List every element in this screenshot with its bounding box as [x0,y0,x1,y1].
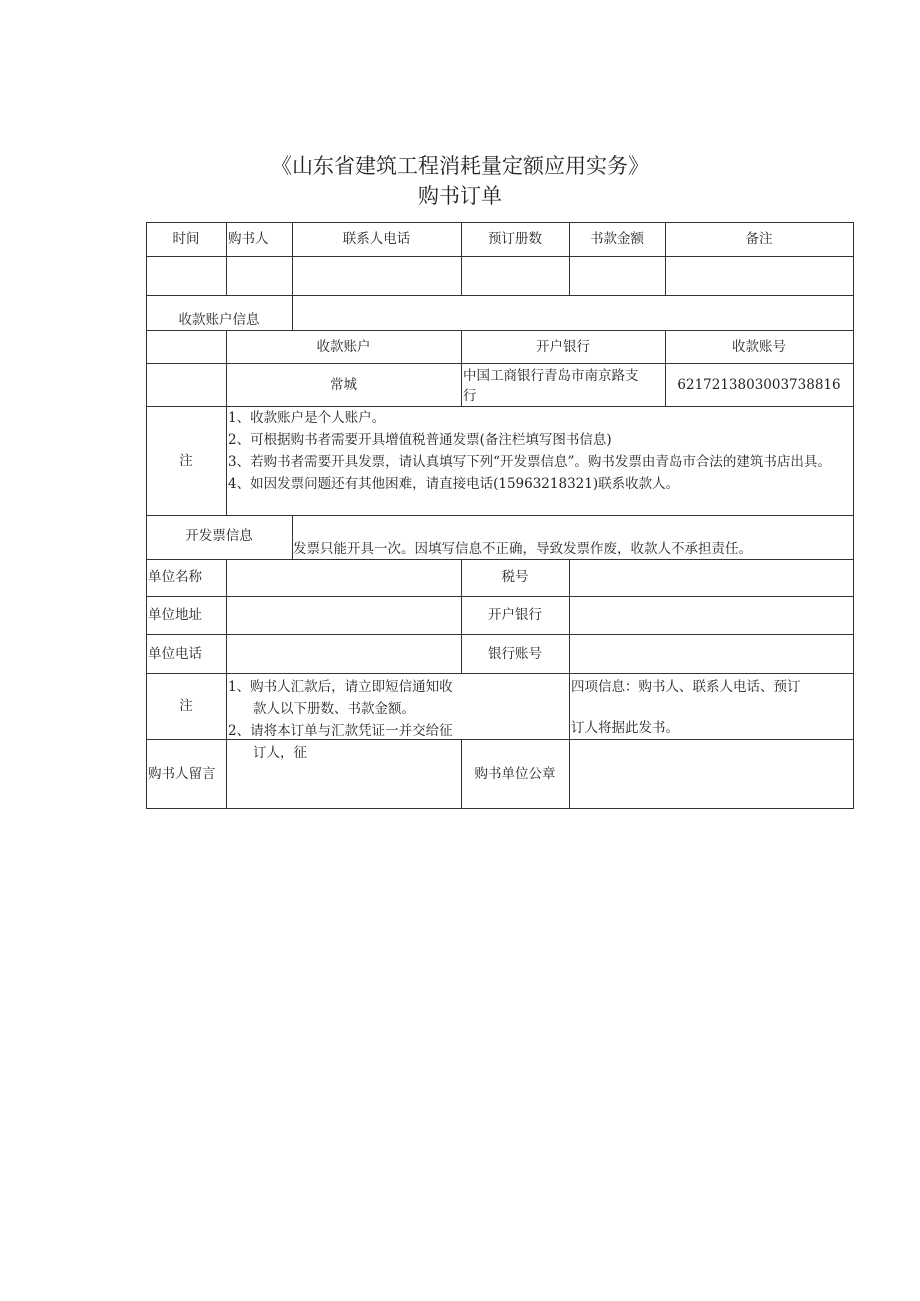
page-title: 《山东省建筑工程消耗量定额应用实务》 [271,154,649,178]
buyer-message-field[interactable] [227,740,461,808]
notes1-item-1: 1、收款账户是个人账户。 [228,410,386,426]
buyer-message-label: 购书人留言 [148,766,216,782]
account-bank-value-line2: 行 [463,388,477,404]
notes1-item-4: 4、如因发票问题还有其他困难，请直接电话(15963218321)联系收款人。 [228,476,680,492]
unit-name-field[interactable] [227,560,461,596]
order-buyer-field[interactable] [227,257,292,295]
notes1-item-2: 2、可根据购书者需要开具增值税普通发票(备注栏填写图书信息) [228,432,612,448]
tax-id-field[interactable] [570,560,853,596]
order-remarks-field[interactable] [666,257,853,295]
notes2-right-line1: 四项信息：购书人、联系人电话、预订 [571,679,801,695]
unit-phone-label: 单位电话 [148,646,202,662]
account-number-value: 6217213803003738816 [677,377,841,393]
notes1-item-3: 3、若购书者需要开具发票，请认真填写下列“开发票信息”。购书发票由青岛市合法的建筑书店出具。 [228,454,831,470]
order-quantity-field[interactable] [462,257,569,295]
invoice-bank-label: 开户银行 [488,607,542,623]
account-holder-header: 收款账户 [316,339,371,355]
order-contact-phone-field[interactable] [293,257,461,295]
unit-seal-area[interactable] [570,740,853,808]
account-bank-header: 开户银行 [536,339,590,355]
invoice-notice: 发票只能开具一次。因填写信息不正确，导致发票作废，收款人不承担责任。 [293,541,752,557]
invoice-section-label: 开发票信息 [185,528,253,544]
notes2-item-2: 2、请将本订单与汇款凭证一并交给征订人，征 [228,723,453,761]
notes2-right-line2: 订人将据此发书。 [571,720,679,736]
tax-id-label: 税号 [501,569,529,585]
unit-phone-field[interactable] [227,635,461,673]
notes2-label: 注 [179,698,193,714]
header-quantity: 预订册数 [488,231,542,247]
order-time-field[interactable] [147,257,226,295]
unit-seal-label: 购书单位公章 [474,766,556,782]
account-holder-value: 常城 [330,377,357,393]
unit-address-label: 单位地址 [148,607,202,623]
header-amount: 书款金额 [590,231,644,247]
account-section-label: 收款账户信息 [178,312,260,328]
header-time: 时间 [172,231,200,247]
notes1-label: 注 [179,453,193,469]
unit-address-field[interactable] [227,597,461,634]
bank-account-label: 银行账号 [488,646,542,662]
account-bank-value-line1: 中国工商银行青岛市南京路支 [463,368,639,384]
header-buyer: 购书人 [228,231,269,247]
header-remarks: 备注 [745,231,773,247]
account-number-header: 收款账号 [732,339,786,355]
order-amount-field[interactable] [570,257,665,295]
notes1-list [228,407,848,495]
unit-name-label: 单位名称 [148,569,202,585]
invoice-bank-field[interactable] [570,597,853,634]
page-subtitle: 购书订单 [418,184,502,208]
bank-account-field[interactable] [570,635,853,673]
header-contact-phone: 联系人电话 [342,231,411,247]
notes2-item-1: 1、购书人汇款后，请立即短信通知收款人以下册数、书款金额。 [228,679,453,717]
